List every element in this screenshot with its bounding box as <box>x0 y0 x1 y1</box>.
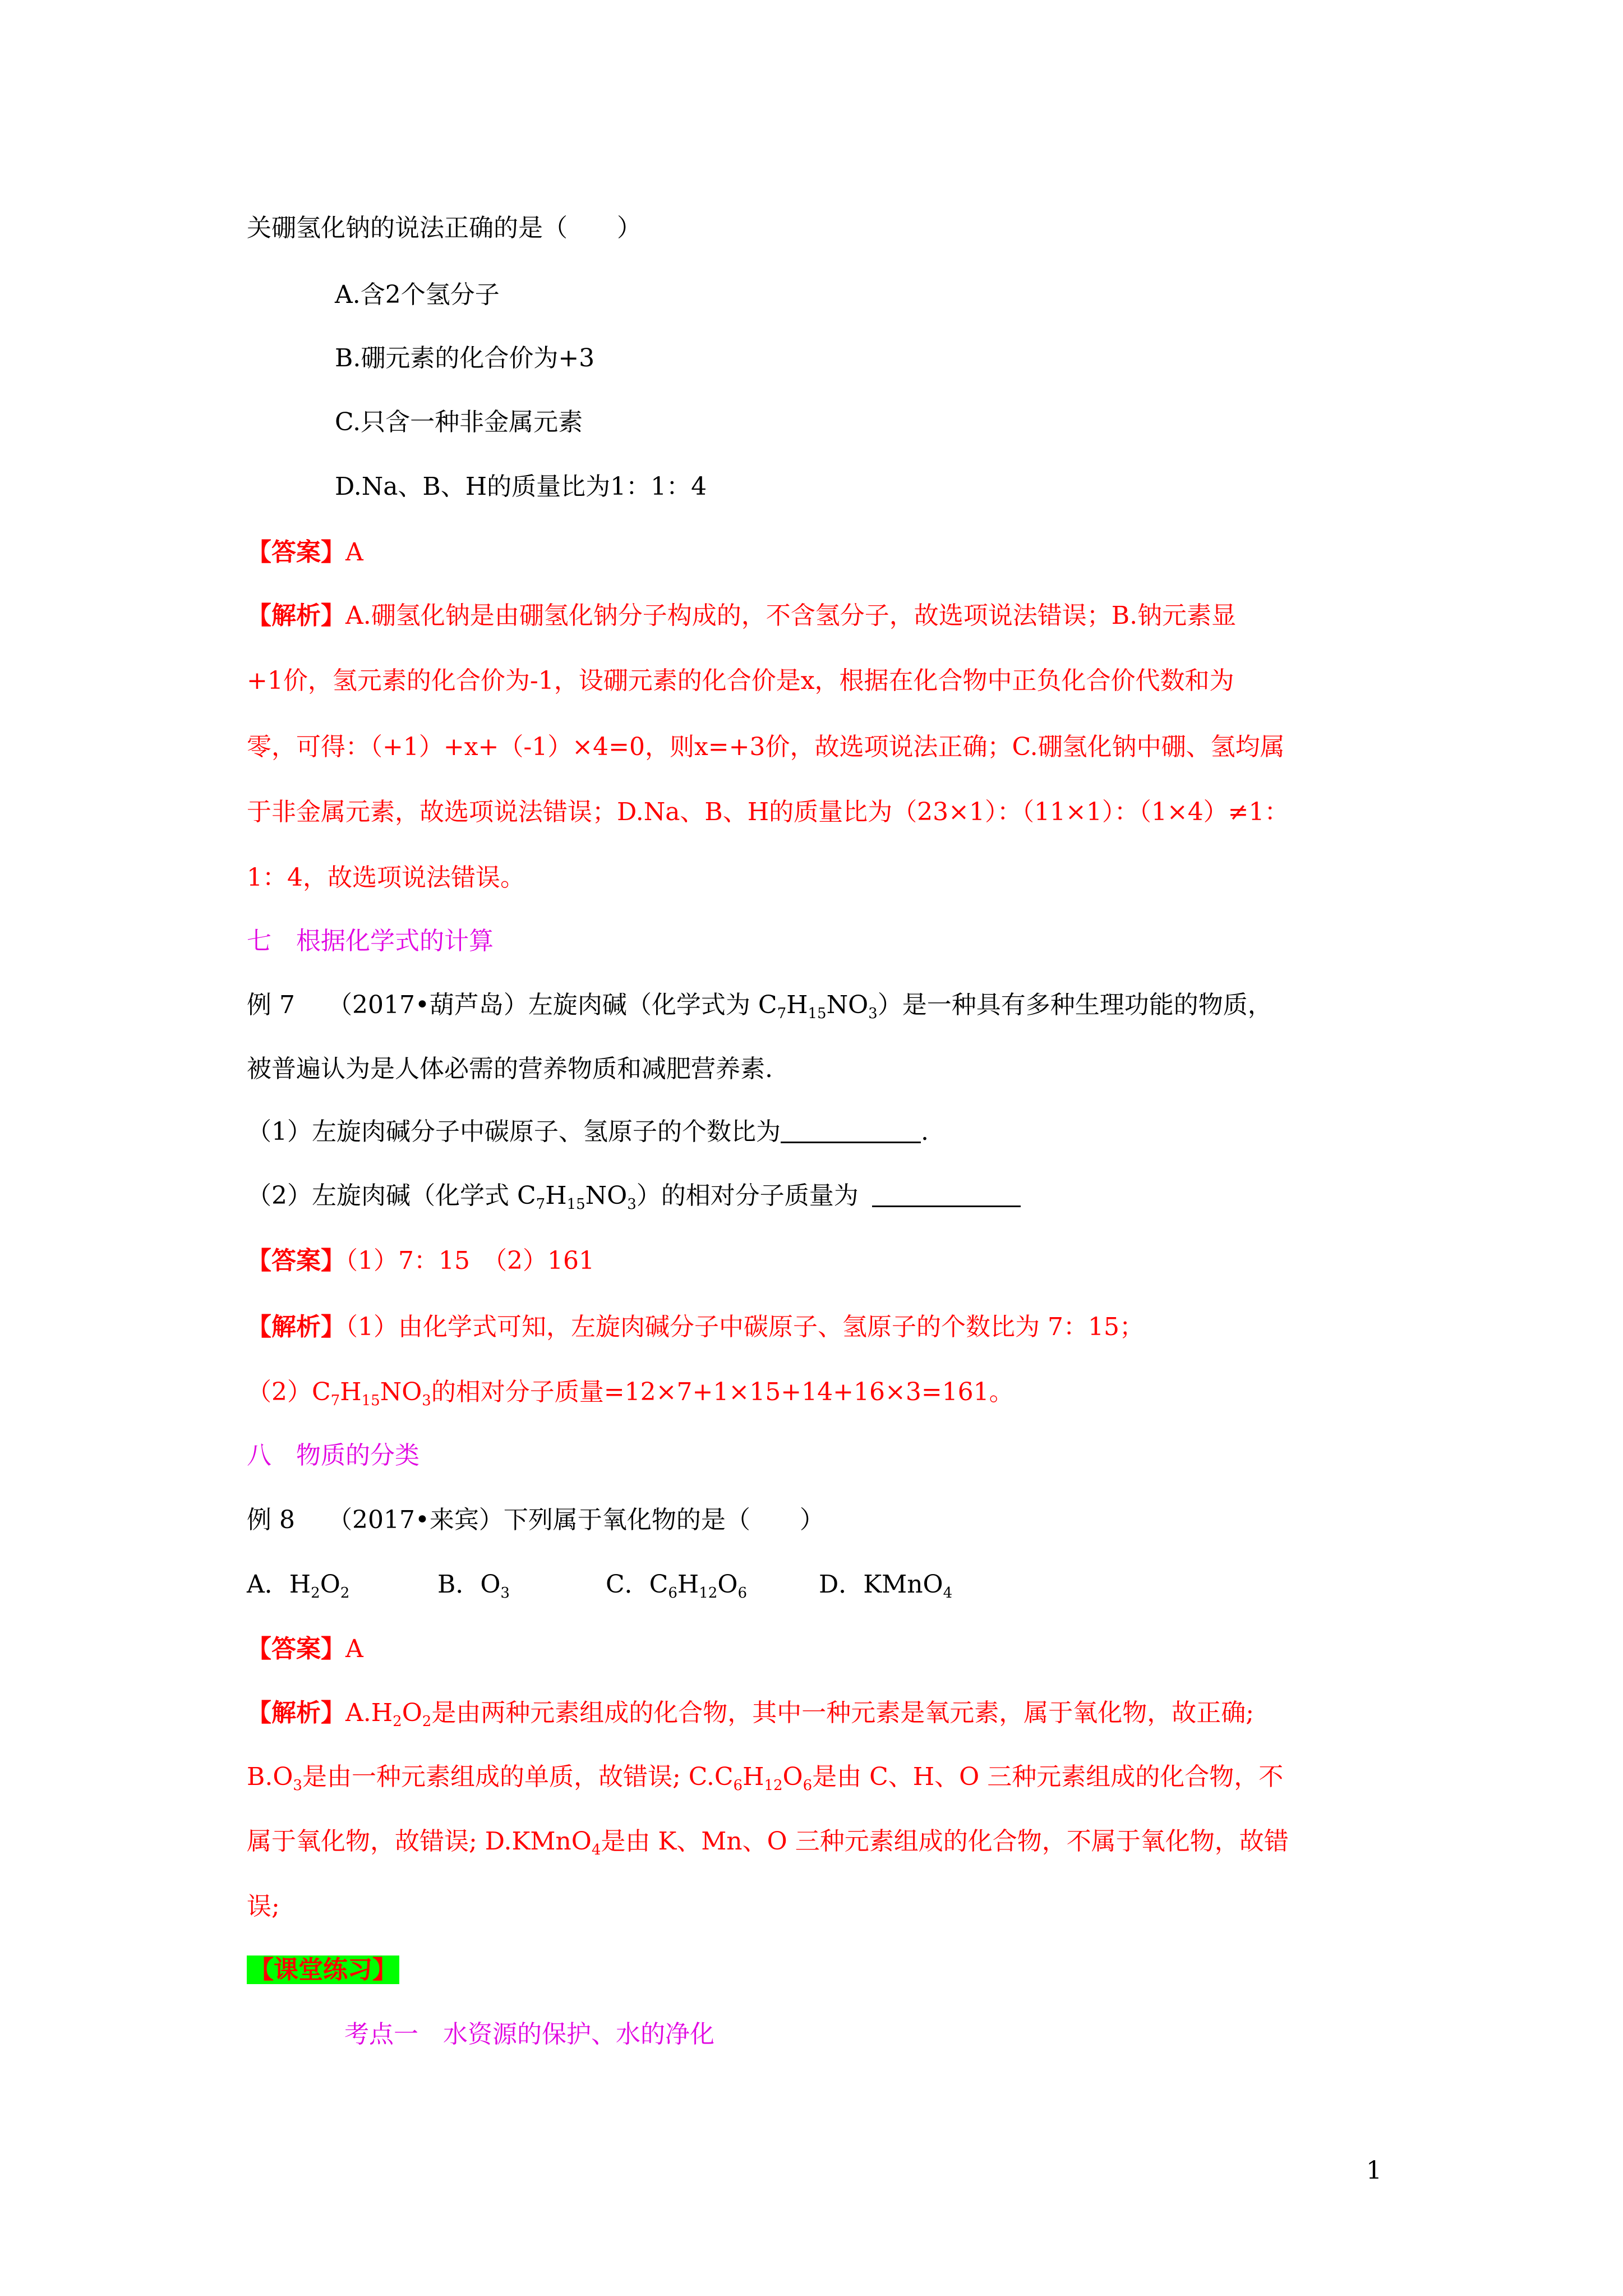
analysis-text: A.硼氢化钠是由硼氢化钠分子构成的，不含氢分子，故选项说法错误；B.钠元素显 <box>345 601 1237 630</box>
subscript: 15 <box>808 1005 827 1022</box>
analysis-text: （1）由化学式可知，左旋肉碱分子中碳原子、氢原子的个数比为 7：15； <box>345 1313 1144 1341</box>
analysis-3-line-4: 误; <box>247 1892 280 1921</box>
analysis-2-line-2 <box>247 1375 1014 1409</box>
subscript: 3 <box>627 1196 637 1213</box>
option-a: A.含2个氢分子 <box>335 280 500 309</box>
answer-1 <box>247 536 363 569</box>
answer-value: （1）7：15 （2）161 <box>345 1246 594 1275</box>
analysis-1-line-1 <box>247 599 1236 633</box>
analysis-1-line-2: +1价，氢元素的化合价为-1，设硼元素的化合价是x，根据在化合物中正负化合价代数和为 <box>247 666 1234 695</box>
option-b: B．$O_3$ <box>437 1570 510 1602</box>
answer-3 <box>247 1632 363 1666</box>
analysis-label: 【解析】 <box>247 1313 345 1341</box>
subscript: 7 <box>330 1392 340 1409</box>
option-d: D.Na、B、H的质量比为1：1：4 <box>335 472 707 501</box>
answer-value: A <box>345 538 363 567</box>
option-c: C.只含一种非金属元素 <box>335 408 583 436</box>
subscript: 3 <box>422 1392 431 1409</box>
practice-label <box>247 1953 399 1987</box>
answer-2 <box>247 1244 594 1278</box>
subscript: 7 <box>777 1005 787 1022</box>
practice-highlight: 【课堂练习】 <box>247 1955 399 1984</box>
option-d: D．KMnO$_4$ <box>819 1570 953 1602</box>
question-text: （1）左旋肉碱分子中碳原子、氢原子的个数比为 <box>247 1117 781 1146</box>
example-7-question-1 <box>247 1115 929 1149</box>
answer-value: A <box>345 1635 363 1663</box>
subscript: 7 <box>536 1196 546 1213</box>
subscript: 3 <box>868 1005 878 1022</box>
example-7-line-2: 被普遍认为是人体必需的营养物质和减肥营养素. <box>247 1055 773 1083</box>
analysis-2-line-1 <box>247 1310 1144 1344</box>
formula-part: NO <box>380 1378 422 1406</box>
formula-part: H <box>340 1378 362 1406</box>
question-text: （2）左旋肉碱（化学式 C <box>247 1181 536 1210</box>
analysis-label: 【解析】 <box>247 601 345 630</box>
topic-heading: 考点一 水资源的保护、水的净化 <box>344 2020 714 2049</box>
period: . <box>921 1117 929 1146</box>
example-7-question-2 <box>247 1179 1021 1213</box>
example-7-head: 例 7 （2017•葫芦岛）左旋肉碱（化学式为 C <box>247 991 777 1019</box>
analysis-1-line-5: 1：4，故选项说法错误。 <box>247 863 525 892</box>
analysis-text: 的相对分子质量=12×7+1×15+14+16×3=161。 <box>431 1378 1014 1406</box>
formula-part: NO <box>585 1181 628 1210</box>
example-7-line-1 <box>247 988 1272 1022</box>
analysis-text: （2）C <box>247 1378 331 1406</box>
answer-blank[interactable] <box>872 1183 1021 1207</box>
formula-part: H <box>545 1181 567 1210</box>
section-heading-7: 七 根据化学式的计算 <box>247 927 494 955</box>
answer-label: 【答案】 <box>247 538 345 567</box>
analysis-3-line-1: 【解析】$A.H_2O_2$是由两种元素组成的化合物，其中一种元素是氧元素，属于氧化物，故正确; <box>247 1699 1255 1730</box>
analysis-3-line-2: $B.O_3$是由一种元素组成的单质，故错误; $C.C_6H_{12}O_6$是由 C、H、O 三种元素组成的化合物，不 <box>247 1763 1284 1794</box>
example-7-tail: ）是一种具有多种生理功能的物质， <box>877 991 1272 1019</box>
analysis-1-line-3: 零，可得：（+1）+x+（-1）×4=0，则x=+3价，故选项说法正确；C.硼氢化钠中硼、氢均属 <box>247 733 1285 761</box>
answer-label: 【答案】 <box>247 1246 345 1275</box>
subscript: 15 <box>566 1196 585 1213</box>
formula-part: H <box>786 991 808 1019</box>
formula-part: NO <box>826 991 869 1019</box>
analysis-1-line-4: 于非金属元素，故选项说法错误；D.Na、B、H的质量比为（23×1）：（11×1）：（1×4）≠1： <box>247 798 1289 826</box>
analysis-3-line-3: 属于氧化物，故错误; D.KMnO$_4$是由 K、Mn、O 三种元素组成的化合物，不属于氧化物，故错 <box>247 1827 1289 1858</box>
page-number: 1 <box>1366 2156 1382 2185</box>
question-intro: 关硼氢化钠的说法正确的是（ ） <box>247 214 642 242</box>
question-tail: ）的相对分子质量为 <box>636 1181 866 1210</box>
answer-label: 【答案】 <box>247 1635 345 1663</box>
option-a: A．$H_2O_2$ <box>247 1570 350 1602</box>
analysis-label: 【解析】 <box>247 1699 345 1727</box>
subscript: 15 <box>361 1392 380 1409</box>
answer-blank[interactable] <box>781 1119 921 1143</box>
option-c: C．$C_6H_{12}O_6$ <box>606 1570 747 1602</box>
option-b: B.硼元素的化合价为+3 <box>335 344 595 372</box>
example-8-line-1: 例 8 （2017•来宾）下列属于氧化物的是（ ） <box>247 1506 824 1534</box>
section-heading-8: 八 物质的分类 <box>247 1441 419 1470</box>
